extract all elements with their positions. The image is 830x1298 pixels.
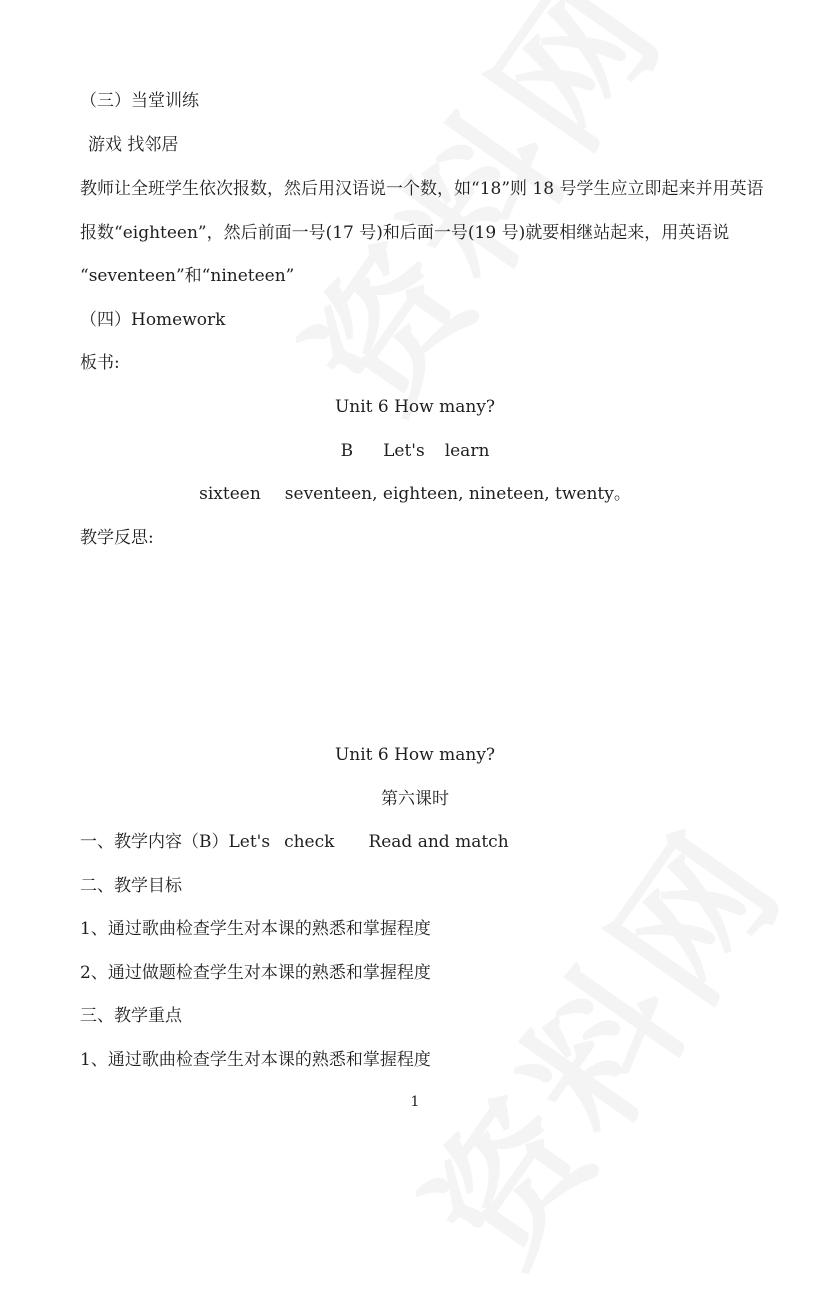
board-number-words: [0, 482, 830, 506]
board-word-sixteen: sixteen: [199, 484, 261, 504]
game-description-line-2: 报数“eighteen”，然后前面一号(17 号)和后面一号(19 号)就要相继站起来，用英语说: [80, 223, 730, 243]
lesson6-title: Unit 6 How many?: [334, 745, 496, 765]
board-words-rest: seventeen, eighteen, nineteen, twenty。: [284, 484, 631, 504]
lesson6-goals-heading: 二、教学目标: [80, 876, 182, 896]
board-subtitle: [0, 439, 830, 463]
lesson6-content-prefix: 一、教学内容（B）Let's: [80, 832, 271, 852]
page-number: 1: [410, 1094, 420, 1110]
lesson6-content-read-match: Read and match: [368, 832, 509, 852]
reflection-label: 教学反思:: [80, 528, 154, 548]
section-heading-practice: （三）当堂训练: [80, 91, 199, 111]
lesson6-content: [0, 830, 830, 854]
lesson6-goal-1: 1、通过歌曲检查学生对本课的熟悉和掌握程度: [80, 919, 431, 939]
lesson6-key-heading: 三、教学重点: [80, 1006, 182, 1026]
game-description-line-1: 教师让全班学生依次报数，然后用汉语说一个数，如“18”则 18 号学生应立即起来并用英语: [80, 179, 764, 199]
board-label: 板书:: [80, 353, 120, 373]
lesson6-period: 第六课时: [381, 789, 449, 809]
game-description-line-3: “seventeen”和“nineteen”: [80, 266, 295, 286]
watermark-lower: [370, 781, 822, 1298]
board-subtitle-lets: Let's: [383, 441, 425, 461]
board-subtitle-learn: learn: [444, 441, 490, 461]
lesson6-content-check: check: [284, 832, 335, 852]
board-subtitle-b: B: [340, 441, 354, 461]
game-title: 游戏 找邻居: [88, 135, 179, 155]
homework-heading: （四）Homework: [80, 310, 226, 330]
board-title: Unit 6 How many?: [334, 397, 496, 417]
lesson6-key-1: 1、通过歌曲检查学生对本课的熟悉和掌握程度: [80, 1050, 431, 1070]
lesson6-goal-2: 2、通过做题检查学生对本课的熟悉和掌握程度: [80, 963, 431, 983]
